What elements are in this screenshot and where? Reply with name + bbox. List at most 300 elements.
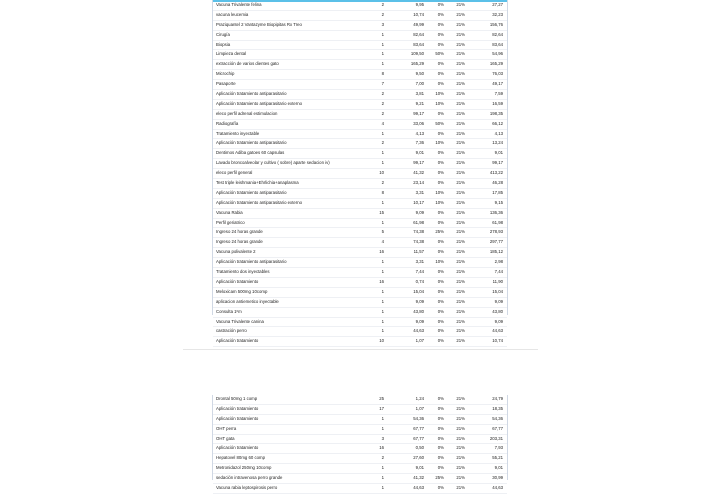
item-vat: 21% <box>456 298 465 304</box>
item-unit-price: 7,44 <box>415 269 424 275</box>
item-quantity: 4 <box>381 239 384 245</box>
item-unit-price: 23,14 <box>413 180 424 186</box>
item-discount: 0% <box>437 170 444 176</box>
item-description: Vacuna rabia leptospirosis perro <box>216 485 278 491</box>
item-vat: 21% <box>456 308 465 314</box>
item-vat: 21% <box>456 445 465 451</box>
table-row <box>213 90 507 100</box>
item-unit-price: 33,06 <box>413 120 424 126</box>
table-row <box>213 31 507 41</box>
item-unit-price: 43,80 <box>413 308 424 314</box>
item-vat: 21% <box>456 328 465 334</box>
item-quantity: 2 <box>381 2 384 7</box>
item-discount: 0% <box>437 239 444 245</box>
item-quantity: 1 <box>381 51 384 57</box>
item-vat: 21% <box>456 71 465 77</box>
item-vat: 21% <box>456 31 465 37</box>
table-row <box>213 100 507 110</box>
table-row <box>213 139 507 149</box>
item-description: Biopsia <box>216 41 231 47</box>
item-discount: 0% <box>437 465 444 471</box>
item-discount: 0% <box>437 180 444 186</box>
item-unit-price: 165,29 <box>410 61 424 67</box>
item-vat: 21% <box>456 396 465 401</box>
item-vat: 21% <box>456 435 465 441</box>
item-quantity: 1 <box>381 308 384 314</box>
item-discount: 0% <box>437 71 444 77</box>
item-vat: 21% <box>456 455 465 461</box>
item-quantity: 3 <box>381 21 384 27</box>
item-unit-price: 44,63 <box>413 328 424 334</box>
item-vat: 21% <box>456 425 465 431</box>
item-description: Praziquantel 2 Vantazyme Biopipitas Rx Treo <box>216 21 302 27</box>
item-unit-price: 109,50 <box>410 51 424 57</box>
item-description: Hepatovel 80mg 60 comp <box>216 455 265 461</box>
item-discount: 10% <box>435 259 444 265</box>
table-row <box>213 415 507 425</box>
item-description: Drontal 50mg 1 comp <box>216 396 258 401</box>
item-unit-price: 9,09 <box>415 298 424 304</box>
item-total: 54,96 <box>492 51 503 57</box>
item-description: Vacuna Trivalente canina <box>216 318 264 324</box>
item-total: 2,98 <box>494 259 503 265</box>
item-vat: 21% <box>456 21 465 27</box>
table-row <box>213 110 507 120</box>
item-vat: 21% <box>456 91 465 97</box>
table-row <box>213 474 507 484</box>
item-vat: 21% <box>456 278 465 284</box>
item-total: 165,29 <box>489 61 503 67</box>
item-discount: 25% <box>435 475 444 481</box>
item-unit-price: 9,01 <box>415 465 424 471</box>
item-quantity: 1 <box>381 318 384 324</box>
item-description: Limpieza dental <box>216 51 247 57</box>
table-row <box>213 179 507 189</box>
item-quantity: 1 <box>381 298 384 304</box>
item-description: Consulta 1ºm <box>216 308 242 314</box>
item-quantity: 2 <box>381 140 384 146</box>
item-unit-price: 9,01 <box>415 150 424 156</box>
item-quantity: 2 <box>381 100 384 106</box>
item-total: 9,09 <box>494 318 503 324</box>
item-quantity: 1 <box>381 259 384 265</box>
item-vat: 21% <box>456 269 465 275</box>
item-description: Pasaporte <box>216 81 236 87</box>
item-vat: 21% <box>456 209 465 215</box>
page-separator <box>183 349 538 350</box>
item-discount: 0% <box>437 2 444 7</box>
item-unit-price: 1,07 <box>415 338 424 344</box>
table-row <box>213 169 507 179</box>
item-quantity: 1 <box>381 219 384 225</box>
item-description: Aplicación tratamiento antiparasitario <box>216 259 287 265</box>
table-row <box>213 405 507 415</box>
item-quantity: 15 <box>379 209 384 215</box>
item-quantity: 1 <box>381 31 384 37</box>
item-unit-price: 15,04 <box>413 288 424 294</box>
item-quantity: 2 <box>381 455 384 461</box>
item-discount: 0% <box>437 328 444 334</box>
item-vat: 21% <box>456 239 465 245</box>
item-unit-price: 11,57 <box>413 249 424 255</box>
item-vat: 21% <box>456 61 465 67</box>
table-row <box>213 50 507 60</box>
table-row <box>213 80 507 90</box>
item-discount: 0% <box>437 425 444 431</box>
item-vat: 21% <box>456 120 465 126</box>
item-unit-price: 10,17 <box>413 199 424 205</box>
item-total: 185,12 <box>489 249 503 255</box>
item-discount: 0% <box>437 298 444 304</box>
item-discount: 0% <box>437 11 444 17</box>
item-vat: 21% <box>456 288 465 294</box>
item-total: 9,01 <box>494 150 503 156</box>
item-discount: 0% <box>437 150 444 156</box>
item-unit-price: 9,50 <box>415 71 424 77</box>
item-vat: 21% <box>456 229 465 235</box>
item-unit-price: 4,13 <box>415 130 424 136</box>
item-discount: 0% <box>437 81 444 87</box>
item-total: 30,99 <box>492 475 503 481</box>
item-quantity: 4 <box>381 120 384 126</box>
item-unit-price: 7,00 <box>415 81 424 87</box>
item-vat: 21% <box>456 51 465 57</box>
item-unit-price: 1,07 <box>415 405 424 411</box>
table-row <box>213 199 507 209</box>
table-row <box>213 11 507 21</box>
item-description: Aplicación tratamiento <box>216 278 259 284</box>
item-vat: 21% <box>456 485 465 491</box>
item-total: 156,76 <box>489 21 503 27</box>
table-row <box>213 327 507 337</box>
item-description: Tratamiento inyectable <box>216 130 260 136</box>
item-quantity: 2 <box>381 110 384 116</box>
item-description: Ingreso 24 horas grande <box>216 239 263 245</box>
item-total: 278,93 <box>489 229 503 235</box>
item-description: extracción de varios dientes gato <box>216 61 279 67</box>
item-vat: 21% <box>456 160 465 166</box>
item-total: 198,35 <box>489 110 503 116</box>
item-discount: 0% <box>437 445 444 451</box>
item-quantity: 1 <box>381 328 384 334</box>
item-total: 4,13 <box>494 130 503 136</box>
table-row <box>213 268 507 278</box>
table-row <box>213 425 507 435</box>
item-vat: 21% <box>456 2 465 7</box>
item-discount: 50% <box>435 51 444 57</box>
item-total: 83,64 <box>492 41 503 47</box>
item-quantity: 2 <box>381 91 384 97</box>
item-discount: 0% <box>437 160 444 166</box>
item-quantity: 16 <box>379 249 384 255</box>
item-discount: 0% <box>437 130 444 136</box>
item-total: 66,12 <box>492 120 503 126</box>
item-quantity: 8 <box>381 71 384 77</box>
item-quantity: 16 <box>379 278 384 284</box>
table-row <box>213 435 507 445</box>
item-quantity: 1 <box>381 41 384 47</box>
item-description: Aplicación tratamiento antiparasitario externo <box>216 100 302 106</box>
item-discount: 0% <box>437 110 444 116</box>
item-total: 13,24 <box>492 140 503 146</box>
table-row <box>213 159 507 169</box>
item-discount: 0% <box>437 249 444 255</box>
item-quantity: 2 <box>381 180 384 186</box>
item-discount: 0% <box>437 278 444 284</box>
table-row <box>213 1 507 11</box>
item-quantity: 1 <box>381 150 384 156</box>
item-vat: 21% <box>456 110 465 116</box>
table-row <box>213 298 507 308</box>
item-vat: 21% <box>456 81 465 87</box>
item-description: eleco perfil general <box>216 170 253 176</box>
table-row <box>213 21 507 31</box>
item-quantity: 17 <box>379 405 384 411</box>
item-vat: 21% <box>456 199 465 205</box>
item-total: 7,59 <box>494 91 503 97</box>
item-description: Test triple leishmania+Ehrlichia+anaplasma <box>216 180 299 186</box>
item-unit-price: 61,98 <box>413 219 424 225</box>
item-description: vacuna leucemia <box>216 11 249 17</box>
item-quantity: 8 <box>381 189 384 195</box>
item-total: 18,35 <box>492 405 503 411</box>
item-unit-price: 44,63 <box>413 485 424 491</box>
item-quantity: 10 <box>379 170 384 176</box>
item-quantity: 1 <box>381 130 384 136</box>
item-description: Aplicación tratamiento antiparasitario <box>216 189 287 195</box>
item-quantity: 1 <box>381 485 384 491</box>
item-quantity: 1 <box>381 415 384 421</box>
item-discount: 10% <box>435 91 444 97</box>
item-discount: 0% <box>437 455 444 461</box>
item-vat: 21% <box>456 150 465 156</box>
item-discount: 0% <box>437 415 444 421</box>
item-description: OHT gata <box>216 435 235 441</box>
item-discount: 0% <box>437 396 444 401</box>
item-description: sedación intravenosa perro grande <box>216 475 283 481</box>
item-total: 203,31 <box>489 435 503 441</box>
table-row <box>213 60 507 70</box>
item-total: 44,63 <box>492 485 503 491</box>
table-row <box>213 278 507 288</box>
table-row <box>213 395 507 405</box>
item-total: 413,22 <box>489 170 503 176</box>
invoice-table-page-2 <box>212 395 508 491</box>
table-row <box>213 288 507 298</box>
item-vat: 21% <box>456 259 465 265</box>
table-row <box>213 209 507 219</box>
item-unit-price: 9,09 <box>415 318 424 324</box>
table-row <box>213 318 507 328</box>
item-unit-price: 3,81 <box>415 91 424 97</box>
item-description: OHT perra <box>216 425 237 431</box>
item-vat: 21% <box>456 415 465 421</box>
item-unit-price: 99,17 <box>413 160 424 166</box>
item-quantity: 5 <box>381 229 384 235</box>
item-quantity: 3 <box>381 435 384 441</box>
item-description: Radiografía <box>216 120 239 126</box>
item-total: 11,90 <box>492 278 503 284</box>
item-total: 9,09 <box>494 298 503 304</box>
item-quantity: 1 <box>381 475 384 481</box>
item-description: Meloxicam 500mg 10comp <box>216 288 268 294</box>
item-unit-price: 74,38 <box>413 239 424 245</box>
item-description: castración perro <box>216 328 247 334</box>
item-unit-price: 67,77 <box>413 425 424 431</box>
item-total: 99,17 <box>492 160 503 166</box>
item-vat: 21% <box>456 475 465 481</box>
item-quantity: 1 <box>381 160 384 166</box>
item-unit-price: 99,17 <box>413 110 424 116</box>
item-quantity: 1 <box>381 425 384 431</box>
table-row <box>213 248 507 258</box>
item-total: 7,93 <box>494 445 503 451</box>
table-row <box>213 219 507 229</box>
item-description: Tratamiento dos inyectables <box>216 269 270 275</box>
item-discount: 0% <box>437 318 444 324</box>
item-discount: 0% <box>437 308 444 314</box>
item-unit-price: 1,24 <box>415 396 424 401</box>
item-discount: 0% <box>437 61 444 67</box>
item-discount: 0% <box>437 21 444 27</box>
item-quantity: 1 <box>381 465 384 471</box>
table-row <box>213 308 507 318</box>
item-total: 46,28 <box>492 180 503 186</box>
item-quantity: 16 <box>379 445 384 451</box>
item-discount: 10% <box>435 189 444 195</box>
item-vat: 21% <box>456 318 465 324</box>
item-total: 9,15 <box>494 199 503 205</box>
item-unit-price: 41,32 <box>413 170 424 176</box>
item-total: 16,59 <box>492 100 503 106</box>
item-discount: 10% <box>435 199 444 205</box>
item-unit-price: 9,21 <box>415 100 424 106</box>
item-vat: 21% <box>456 249 465 255</box>
item-discount: 0% <box>437 435 444 441</box>
item-unit-price: 9,09 <box>415 209 424 215</box>
item-vat: 21% <box>456 41 465 47</box>
item-discount: 25% <box>435 229 444 235</box>
table-row <box>213 258 507 268</box>
item-vat: 21% <box>456 189 465 195</box>
item-description: Aplicación tratamiento antiparasitario externo <box>216 199 302 205</box>
item-vat: 21% <box>456 130 465 136</box>
item-unit-price: 9,95 <box>415 2 424 7</box>
item-description: Aplicación tratamiento antiparasitario <box>216 91 287 97</box>
item-vat: 21% <box>456 170 465 176</box>
item-vat: 21% <box>456 140 465 146</box>
item-discount: 0% <box>437 209 444 215</box>
item-vat: 21% <box>456 465 465 471</box>
item-vat: 21% <box>456 100 465 106</box>
item-vat: 21% <box>456 11 465 17</box>
item-unit-price: 0,50 <box>415 445 424 451</box>
item-total: 82,64 <box>492 31 503 37</box>
table-row <box>213 454 507 464</box>
item-unit-price: 7,36 <box>415 140 424 146</box>
item-description: aplicacion antiemetico inyectable <box>216 298 279 304</box>
item-description: Vacuna Trivalente felina <box>216 2 262 7</box>
item-description: eleco perfil adrenal estimulacion <box>216 110 278 116</box>
item-description: Cirugía <box>216 31 230 37</box>
item-total: 7,44 <box>494 269 503 275</box>
table-row <box>213 228 507 238</box>
item-discount: 0% <box>437 338 444 344</box>
item-total: 15,04 <box>492 288 503 294</box>
item-quantity: 10 <box>379 338 384 344</box>
item-quantity: 1 <box>381 199 384 205</box>
item-total: 76,03 <box>492 71 503 77</box>
item-discount: 0% <box>437 485 444 491</box>
item-quantity: 7 <box>381 81 384 87</box>
table-row <box>213 130 507 140</box>
item-total: 43,80 <box>492 308 503 314</box>
item-description: Vacuna polivalente 2 <box>216 249 256 255</box>
item-quantity: 2 <box>381 11 384 17</box>
item-total: 10,74 <box>492 338 503 344</box>
item-description: Aplicación tratamiento <box>216 445 259 451</box>
item-description: Lavado broncoalveolar y cultivo ( sobre) aparte sedacion iv) <box>216 160 330 166</box>
table-row <box>213 120 507 130</box>
table-row <box>213 149 507 159</box>
item-description: Vacuna Rabia <box>216 209 243 215</box>
item-vat: 21% <box>456 405 465 411</box>
item-unit-price: 49,99 <box>413 21 424 27</box>
item-unit-price: 3,31 <box>415 189 424 195</box>
item-discount: 0% <box>437 31 444 37</box>
item-unit-price: 83,64 <box>413 41 424 47</box>
item-unit-price: 0,74 <box>415 278 424 284</box>
item-quantity: 1 <box>381 61 384 67</box>
item-discount: 0% <box>437 405 444 411</box>
table-row <box>213 484 507 494</box>
item-total: 55,21 <box>492 455 503 461</box>
item-unit-price: 74,38 <box>413 229 424 235</box>
item-total: 136,36 <box>489 209 503 215</box>
item-discount: 0% <box>437 219 444 225</box>
table-row <box>213 444 507 454</box>
item-unit-price: 54,36 <box>413 415 424 421</box>
item-description: Aplicación tratamiento antiparasitario <box>216 140 287 146</box>
item-vat: 21% <box>456 338 465 344</box>
item-total: 44,63 <box>492 328 503 334</box>
item-description: Metronidazol 250mg 10comp <box>216 465 272 471</box>
table-row <box>213 238 507 248</box>
item-description: Ingreso 24 horas grande <box>216 229 263 235</box>
item-discount: 0% <box>437 269 444 275</box>
item-vat: 21% <box>456 180 465 186</box>
item-unit-price: 10,74 <box>413 11 424 17</box>
item-total: 24,79 <box>492 396 503 401</box>
item-description: Aplicación tratamiento <box>216 415 259 421</box>
table-row <box>213 70 507 80</box>
invoice-table-page-1 <box>212 0 508 344</box>
item-discount: 10% <box>435 100 444 106</box>
item-quantity: 1 <box>381 288 384 294</box>
table-row <box>213 464 507 474</box>
item-description: Dentimos Adiba gatoes 60 capsulas <box>216 150 285 156</box>
item-quantity: 25 <box>379 396 384 401</box>
item-unit-price: 41,32 <box>413 475 424 481</box>
item-total: 54,36 <box>492 415 503 421</box>
item-description: Aplicación tratamiento <box>216 338 259 344</box>
item-description: Perfil geriatrico <box>216 219 245 225</box>
item-discount: 10% <box>435 140 444 146</box>
item-unit-price: 67,77 <box>413 435 424 441</box>
table-row <box>213 189 507 199</box>
item-unit-price: 82,64 <box>413 31 424 37</box>
item-description: Microchip <box>216 71 235 77</box>
